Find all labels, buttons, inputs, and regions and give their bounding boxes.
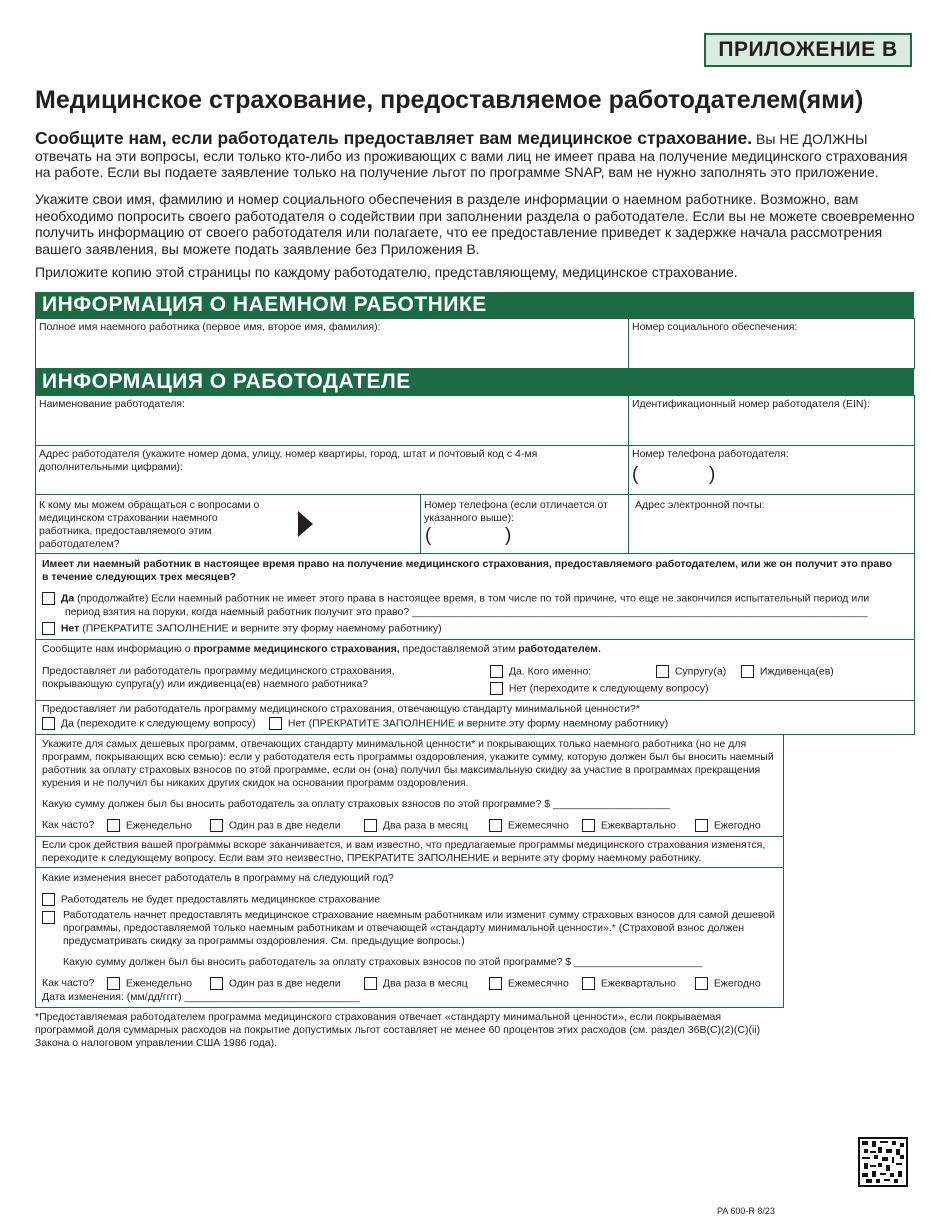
plan-changes-box [35,867,784,1008]
employer-name-label: Наименование работодателя: [39,398,185,410]
yearly-checkbox[interactable] [695,819,708,832]
contact-person-label: К кому мы можем обращаться с вопросами о медицинском страховании наемного работника, предоставляемого этим работодателем? [39,499,260,550]
min-value-yes-label: Да (переходите к следующему вопросу) [60,717,256,730]
no-coverage-label: Работодатель не будет предоставлять медицинское страхование [60,893,381,906]
yearly-label: Ежегодно [713,819,761,832]
how-often-label: Как часто? [42,819,95,831]
frequency-row [42,819,761,832]
monthly-checkbox[interactable] [489,819,502,832]
new-premium-amount-line[interactable]: Какую сумму должен был бы вносить работодатель за оплату страховых взносов по этой программе? $ ______________________ [63,956,703,968]
employer-address-label: Адрес работодателя (укажите номер дома, улицу, номер квартиры, город, штат и почтовый код с 4-мя дополнительными цифрами): [39,448,538,473]
plan-year-box [35,836,784,868]
eligibility-no-text: (ПРЕКРАТИТЕ ЗАПОЛНЕНИЕ и верните эту форму наемному работнику) [79,622,442,635]
new-weekly-label: Еженедельно [125,977,192,990]
spouse-coverage-question: Предоставляет ли работодатель программу медицинского страхования, покрывающую супруга(у) или иждивенца(ев) наемного работника? [42,665,395,690]
plan-year-text: Если срок действия вашей программы вскоре заканчивается, и вам известно, что предлагаемые программы медицинского страхования изменятся, переходите к следующему вопросу. Если вам это неизвестно, ПРЕКРАТИТЕ ЗАПОЛНЕНИЕ и верните эту форму наемному работнику. [42,839,766,864]
ein-field[interactable] [628,395,915,446]
quarterly-label: Ежеквартально [600,819,676,832]
change-premium-label: Работодатель начнет предоставлять медицинское страхование наемным работникам или изменит сумму страховых взносов для самой дешевой программы, предоставляемой только наемным работникам и отвечающей «стандарту минимальной ценности».* (Страховой взнос должен предусматривать скидку за программы оздоровления. См. предыдущие вопросы.) [63,909,776,947]
spouse-coverage-no-label: Нет (переходите к следующему вопросу) [508,682,709,695]
phone-paren-open: ( [632,464,639,485]
min-value-box [35,700,915,735]
new-quarterly-label: Ежеквартально [600,977,676,990]
eligibility-question-box [35,553,915,640]
dependent-checkbox[interactable] [741,665,754,678]
no-coverage-checkbox[interactable] [42,893,55,906]
intro-lead: Сообщите нам, если работодатель предоставляет вам медицинское страхование. [35,128,753,148]
email-label: Адрес электронной почты: [635,499,765,511]
eligibility-yes-label: Да [60,592,75,605]
employee-name-label: Полное имя наемного работника (первое имя, второе имя, фамилия): [39,321,381,333]
premium-amount-line[interactable]: Какую сумму должен был бы вносить работодатель за оплату страховых взносов по этой программе? $ ____________________ [42,798,670,810]
change-premium-checkbox[interactable] [42,911,55,924]
new-biweekly-label: Один раз в две недели [228,977,341,990]
intro-paragraph-3: Приложите копию этой страницы по каждому работодателю, представляющему, медицинское страхование. [35,264,738,280]
min-value-question: Предоставляет ли работодатель программу медицинского страхования, отвечающую стандарту минимальной ценности?* [42,703,640,715]
biweekly-checkbox[interactable] [210,819,223,832]
contact-person-field[interactable] [35,494,421,554]
new-twice-monthly-checkbox[interactable] [364,977,377,990]
new-yearly-label: Ежегодно [713,977,761,990]
eligibility-no-checkbox[interactable] [42,622,55,635]
min-value-yes-checkbox[interactable] [42,717,55,730]
new-biweekly-checkbox[interactable] [210,977,223,990]
plan-changes-question: Какие изменения внесет работодатель в программу на следующий год? [42,872,394,884]
employee-section-header: ИНФОРМАЦИЯ О НАЕМНОМ РАБОТНИКЕ [35,292,914,318]
new-weekly-checkbox[interactable] [107,977,120,990]
spouse-coverage-box [35,639,915,701]
new-twice-monthly-label: Два раза в месяц [382,977,468,990]
new-quarterly-checkbox[interactable] [582,977,595,990]
min-value-no-checkbox[interactable] [269,717,282,730]
ssn-label: Номер социального обеспечения: [632,321,798,333]
plan-intro-d: работодателем. [518,643,601,655]
ein-label: Идентификационный номер работодателя (EIN): [632,398,870,410]
intro-paragraph-2: Укажите свои имя, фамилию и номер социального обеспечения в разделе информации о наемном работнике. Возможно, вам необходимо попросить своего работодателя о содействии при заполнении раздела о работодателе. Если вы не можете своевременно получить информацию от своего работодателя или полагаете, что ее предоставление приведет к задержке начала рассмотрения вашего заявления, вы можете подать заявление без Приложения В. [35,191,915,257]
qr-code [858,1137,908,1187]
dependent-label: Иждивенца(ев) [759,665,834,678]
email-field[interactable] [628,494,915,554]
ssn-field[interactable] [628,318,915,369]
employee-name-field[interactable] [35,318,629,369]
spouse-coverage-yes-label: Да. Кого именно: [508,665,592,678]
new-yearly-checkbox[interactable] [695,977,708,990]
twice-monthly-checkbox[interactable] [364,819,377,832]
premium-instructions: Укажите для самых дешевых программ, отвечающих стандарту минимальной ценности* и покрывающих только наемного работника (но не для программ, покрывающих всю семью): если у работодателя есть программы оздоровления, укажите сумму, которую должен был бы вносить наемный работник за оплату страховых взносов по этой программе, если он (она) получил бы максимальную скидку за участие в программах прекращения курения и не получил бы никаких других скидок на основании программ оздоровления. [42,738,774,789]
alt-phone-field[interactable] [420,494,629,554]
spouse-coverage-yes-checkbox[interactable] [490,665,503,678]
weekly-checkbox[interactable] [107,819,120,832]
weekly-label: Еженедельно [125,819,192,832]
spouse-label: Супругу(а) [674,665,727,678]
footnote: *Предоставляемая работодателем программа медицинского страхования отвечает «стандарту минимальной ценности», если покрываемая программой доля суммарных расходов на покрытие допустимых льгот составляет не менее 60 процентов этих расходов (см. раздел 36B(C)(2)(C)(ii) Закона о налоговом управлении США 1986 года). [35,1011,761,1049]
twice-monthly-label: Два раза в месяц [382,819,468,832]
quarterly-checkbox[interactable] [582,819,595,832]
plan-info-intro [42,643,601,656]
premium-box [35,734,784,837]
eligibility-no-label: Нет [60,622,80,635]
biweekly-label: Один раз в две недели [228,819,341,832]
employer-phone-field[interactable] [628,445,915,495]
intro-paragraph-1 [35,130,915,181]
form-number: PA 600-R 8/23 [717,1206,775,1216]
monthly-label: Ежемесячно [507,819,569,832]
change-date-line[interactable]: Дата изменения: (мм/дд/гггг) ______________________________ [42,991,360,1003]
employer-name-field[interactable] [35,395,629,446]
phone-paren-close: ) [709,464,716,485]
employer-address-field[interactable] [35,445,629,495]
alt-phone-label: Номер телефона (если отличается от указанного выше): [424,499,608,524]
eligibility-yes-checkbox[interactable] [42,592,55,605]
new-monthly-label: Ежемесячно [507,977,569,990]
alt-phone-paren-open: ( [425,525,432,546]
employer-phone-label: Номер телефона работодателя: [632,448,789,460]
spouse-coverage-no-checkbox[interactable] [490,682,503,695]
plan-intro-b: программе медицинского страхования, [193,643,400,655]
alt-phone-paren-close: ) [505,525,512,546]
new-monthly-checkbox[interactable] [489,977,502,990]
plan-intro-a: Сообщите нам информацию о [42,643,194,655]
eligibility-yes-text: (продолжайте) Если наемный работник не имеет этого права в настоящее время, в том числе по той причине, что еще не закончился испытательный период или [74,592,870,605]
min-value-no-label: Нет (ПРЕКРАТИТЕ ЗАПОЛНЕНИЕ и верните эту форму наемному работнику) [287,717,669,730]
new-frequency-row [42,977,761,990]
page-title: Медицинское страхование, предоставляемое работодателем(ями) [35,86,864,114]
appendix-label: ПРИЛОЖЕНИЕ В [704,33,912,67]
spouse-checkbox[interactable] [656,665,669,678]
new-how-often-label: Как часто? [42,977,95,989]
eligibility-date-line[interactable]: период взятия на поруки, когда наемный работник получит это право? ______________________________________________________________________________ [65,606,868,618]
intro-lead-rest: Вы НЕ ДОЛЖНЫ отвечать на эти вопросы, если только кто-либо из проживающих с вами лиц не имеет права на получение медицинского страхования на работе. Если вы подаете заявление только на получение льгот по программе SNAP, вам не нужно заполнять это приложение. [35,131,908,180]
plan-intro-c: предоставляемой этим [399,643,519,655]
eligibility-question: Имеет ли наемный работник в настоящее время право на получение медицинского страхования, предоставляемого работодателем, или же он получит это право в течение следующих трех месяцев? [42,558,892,583]
employer-section-header: ИНФОРМАЦИЯ О РАБОТОДАТЕЛЕ [35,369,914,395]
arrow-right-icon [298,511,313,537]
